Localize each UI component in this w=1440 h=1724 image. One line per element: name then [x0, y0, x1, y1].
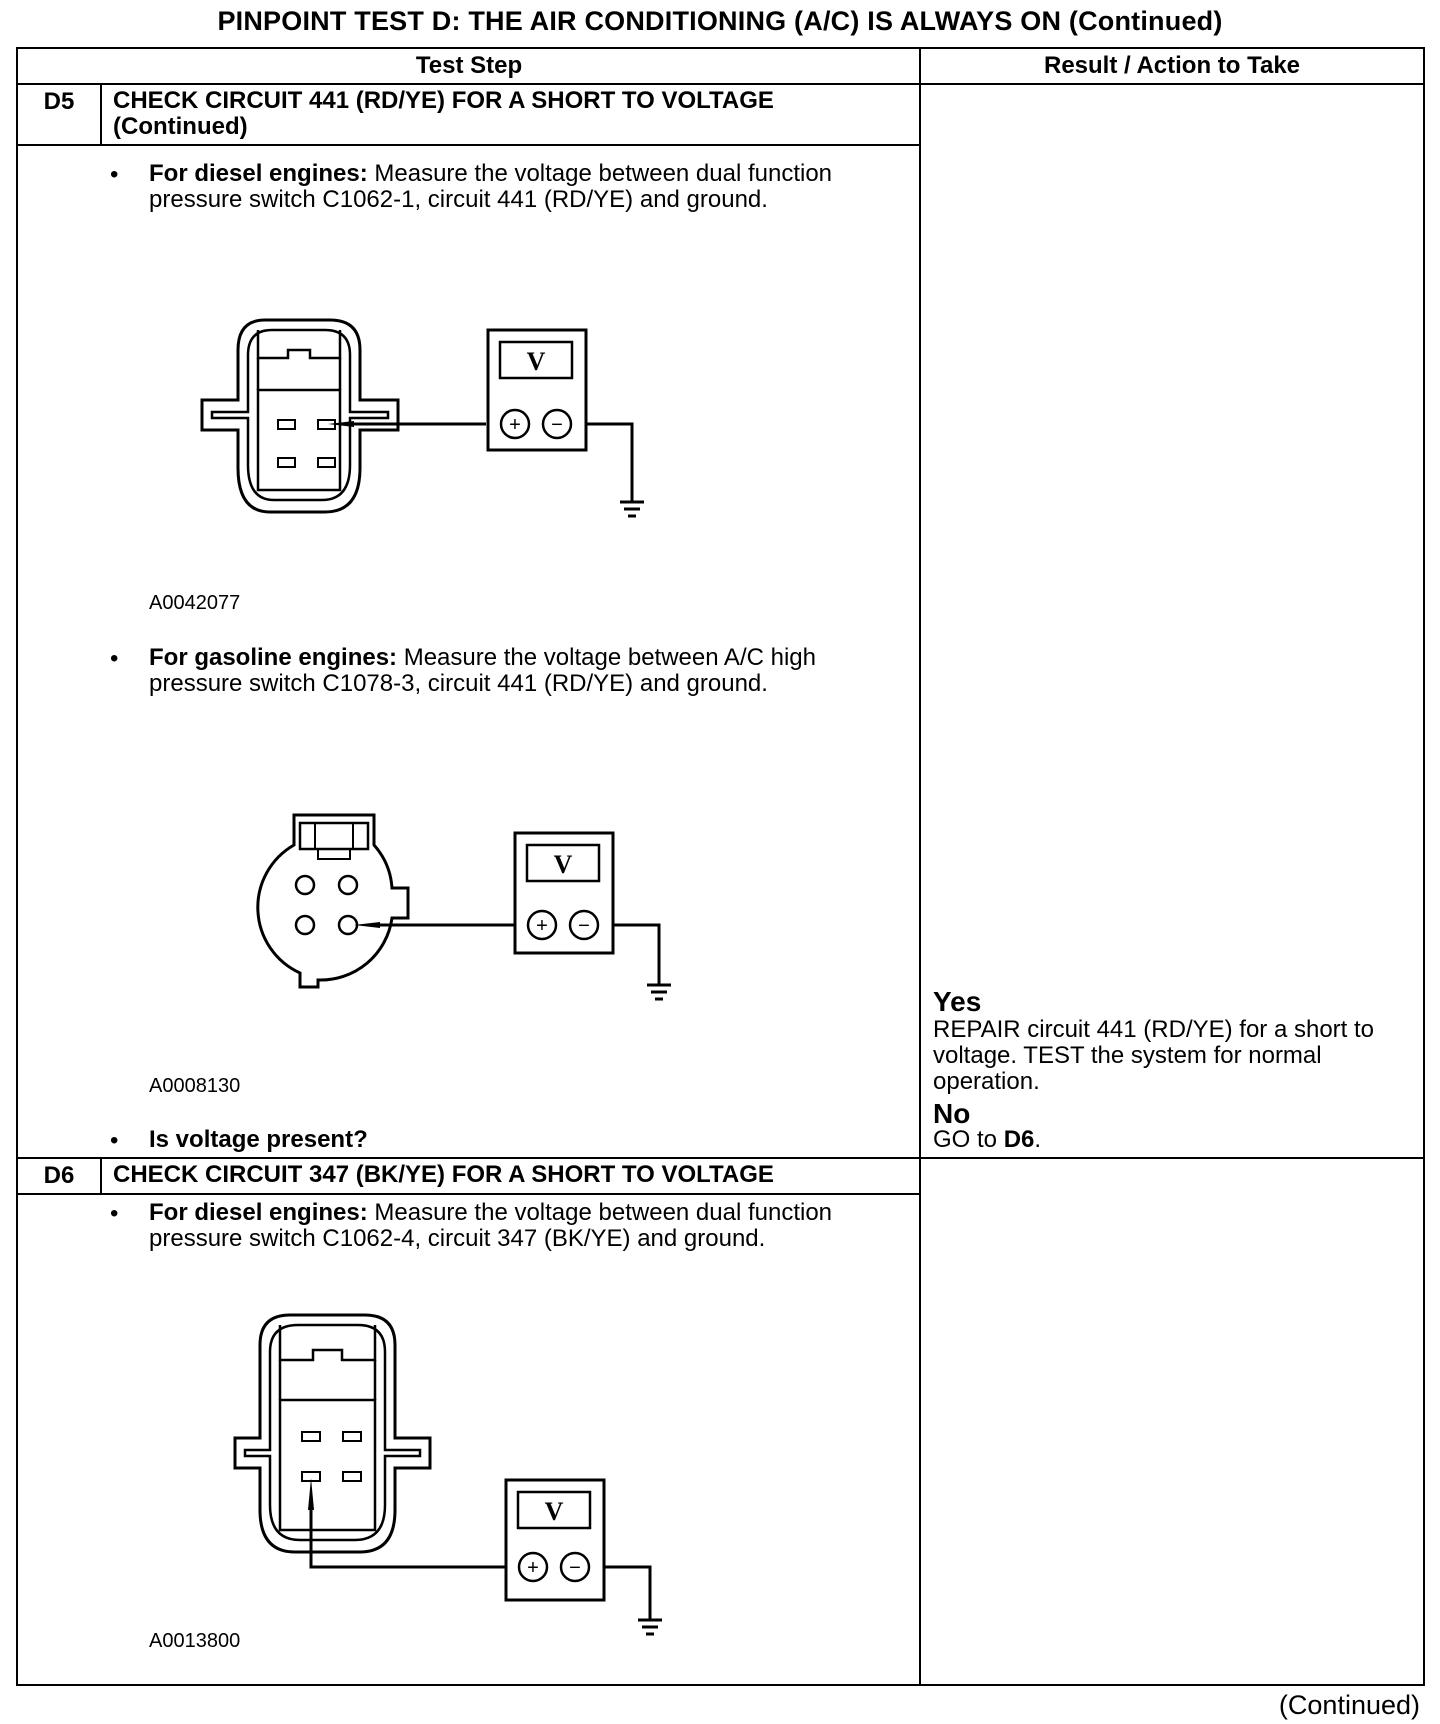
result-no-label: No [933, 1098, 971, 1129]
probe-lead [308, 1478, 506, 1567]
d5-bullet1-bold: For diesel engines: [149, 160, 368, 187]
d5-heading-border [16, 144, 920, 146]
table-right-border [1423, 47, 1425, 1686]
step-id-d5: D5 [43, 88, 75, 115]
d5-id-divider [100, 83, 102, 145]
d6-id-divider [100, 1157, 102, 1194]
meter-symbol: V [526, 347, 546, 376]
d6-heading-border [16, 1193, 920, 1195]
d6-heading: CHECK CIRCUIT 347 (BK/YE) FOR A SHORT TO VOLTAGE [113, 1161, 774, 1188]
result-no-prefix: GO to [933, 1126, 1004, 1153]
d5-bullet1-text: Measure the voltage between dual function [367, 160, 833, 187]
d5-bullet2-line2: pressure switch C1078-3, circuit 441 (RD/YE) and ground. [149, 670, 768, 697]
result-no-line [933, 1127, 1041, 1153]
voltmeter [506, 1480, 604, 1600]
page-title: PINPOINT TEST D: THE AIR CONDITIONING (A/C) IS ALWAYS ON (Continued) [217, 6, 1223, 36]
connector-c1062-outline [235, 1315, 430, 1552]
meter-symbol: V [544, 1497, 564, 1526]
table-bottom-border [16, 1684, 1425, 1686]
diesel-switch-diagram-2 [230, 1300, 680, 1640]
header-bottom-border [16, 83, 1425, 85]
continued-footer: (Continued) [1278, 1690, 1420, 1720]
result-no-suffix: . [1034, 1126, 1042, 1153]
result-yes-label: Yes [933, 986, 982, 1017]
gasoline-switch-diagram [240, 805, 690, 1015]
figure-id-1: A0042077 [149, 592, 241, 614]
d5-bullet1-line1 [149, 161, 832, 187]
ground-symbol [604, 1567, 662, 1634]
bullet: • [110, 161, 119, 188]
probe-lead [354, 922, 515, 928]
figure-id-3: A0013800 [149, 1630, 241, 1652]
minus-terminal-label: − [578, 915, 590, 937]
bullet: • [110, 1200, 119, 1227]
d6-bullet1-line1 [149, 1200, 832, 1226]
plus-terminal-label: + [536, 915, 548, 937]
plus-terminal-label: + [509, 414, 521, 436]
step-id-d6: D6 [43, 1162, 75, 1189]
connector-c1078-outline [258, 815, 408, 987]
d5-heading-line1: CHECK CIRCUIT 441 (RD/YE) FOR A SHORT TO VOLTAGE [113, 87, 774, 114]
voltmeter [515, 833, 613, 953]
d5-heading-line2: (Continued) [113, 113, 248, 140]
voltmeter [488, 330, 586, 450]
ground-symbol [613, 925, 671, 999]
ground-symbol [586, 424, 644, 516]
figure-id-2: A0008130 [149, 1075, 241, 1097]
d5-bullet1-line2: pressure switch C1062-1, circuit 441 (RD/YE) and ground. [149, 186, 768, 213]
diesel-switch-diagram-1 [200, 300, 650, 530]
column-divider [919, 47, 921, 1686]
d5-bullet2-line1 [149, 645, 816, 671]
table-left-border [16, 47, 18, 1686]
probe-lead [328, 421, 486, 427]
d6-bullet1-text: Measure the voltage between dual function [367, 1199, 833, 1226]
table-top-border [16, 47, 1425, 49]
d5-bullet2-text: Measure the voltage between A/C high [397, 644, 816, 671]
plus-terminal-label: + [527, 1557, 539, 1579]
minus-terminal-label: − [551, 414, 563, 436]
meter-symbol: V [553, 850, 573, 879]
result-yes-line2: voltage. TEST the system for normal [933, 1042, 1322, 1069]
result-yes-line1: REPAIR circuit 441 (RD/YE) for a short to [933, 1016, 1375, 1043]
d5-question: Is voltage present? [149, 1126, 368, 1153]
d6-bullet1-line2: pressure switch C1062-4, circuit 347 (BK/YE) and ground. [149, 1225, 766, 1252]
bullet: • [110, 1127, 119, 1154]
header-test-step: Test Step [415, 52, 523, 79]
connector-c1062-outline [202, 320, 398, 512]
d5-bullet2-bold: For gasoline engines: [149, 644, 398, 671]
header-result: Result / Action to Take [1043, 52, 1301, 79]
bullet: • [110, 645, 119, 672]
d6-bullet1-bold: For diesel engines: [149, 1199, 368, 1226]
minus-terminal-label: − [569, 1557, 581, 1579]
result-yes-line3: operation. [933, 1068, 1040, 1095]
d5-d6-border [16, 1157, 1425, 1159]
result-no-target: D6 [1003, 1126, 1035, 1153]
